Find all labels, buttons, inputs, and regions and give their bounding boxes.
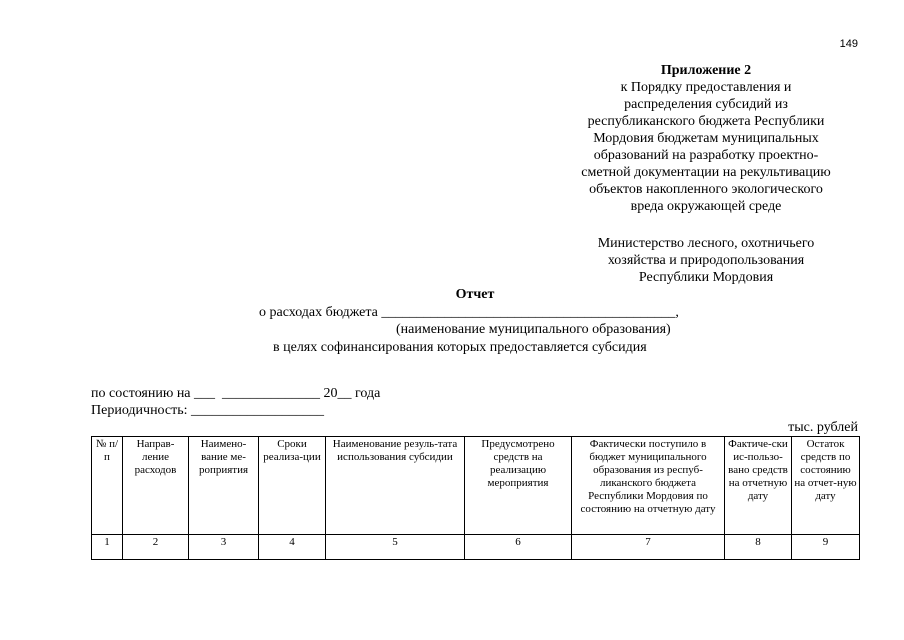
report-subtitle-line: о расходах бюджета __________________________________________,: [259, 305, 679, 320]
appendix-block: [556, 62, 856, 215]
column-number-cell: 5: [326, 535, 465, 560]
column-header: Направ-ление расходов: [123, 437, 189, 535]
as-of-date-field: по состоянию на ___ ______________ 20__ года: [91, 386, 381, 401]
appendix-line: образований на разработку проектно-: [593, 148, 819, 163]
ministry-line: хозяйства и природопользования: [607, 253, 805, 268]
report-title: Отчет: [455, 287, 495, 302]
column-header: Сроки реализа-ции: [259, 437, 326, 535]
column-header: Фактически поступило в бюджет муниципального образования из респуб-ликанского бюджета Республики Мордовия по состоянию на отчетную дату: [572, 437, 725, 535]
expense-report-table: [91, 436, 860, 560]
appendix-line: объектов накопленного экологического: [589, 182, 823, 197]
column-number-cell: 8: [725, 535, 792, 560]
column-number-cell: 3: [189, 535, 259, 560]
column-header: Фактиче-ски ис-пользо-вано средств на отчетную дату: [725, 437, 792, 535]
column-header: Наимено-вание ме-роприятия: [189, 437, 259, 535]
ministry-line: Республики Мордовия: [638, 270, 774, 285]
appendix-line: вреда окружающей среде: [630, 199, 782, 214]
column-number-cell: 9: [792, 535, 860, 560]
table-header-row: [92, 437, 860, 535]
appendix-line: к Порядку предоставления и: [620, 80, 792, 95]
column-number-cell: 2: [123, 535, 189, 560]
appendix-line: сметной документации на рекультивацию: [581, 165, 831, 180]
appendix-line: республиканского бюджета Республики: [587, 114, 825, 129]
report-subtitle-line: в целях софинансирования которых предоставляется субсидия: [273, 340, 647, 355]
periodicity-field: Периодичность: ___________________: [91, 403, 325, 418]
column-header: Наименование резуль-тата использования субсидии: [326, 437, 465, 535]
column-number-cell: 6: [465, 535, 572, 560]
units-label: тыс. рублей: [788, 420, 858, 435]
appendix-line: Мордовия бюджетам муниципальных: [593, 131, 819, 146]
ministry-line: Министерство лесного, охотничьего: [597, 236, 815, 251]
ministry-addressee: [556, 235, 856, 286]
appendix-line: распределения субсидий из: [624, 97, 788, 112]
column-number-cell: 1: [92, 535, 123, 560]
page-number: 149: [839, 38, 858, 50]
column-header: Остаток средств по состоянию на отчет-ную дату: [792, 437, 860, 535]
column-header: № п/п: [92, 437, 123, 535]
table-row: [92, 535, 860, 560]
column-number-cell: 4: [259, 535, 326, 560]
column-number-cell: 7: [572, 535, 725, 560]
report-subtitle-caption: (наименование муниципального образования): [396, 322, 671, 337]
column-header: Предусмотрено средств на реализацию мероприятия: [465, 437, 572, 535]
appendix-title: Приложение 2: [660, 63, 752, 78]
